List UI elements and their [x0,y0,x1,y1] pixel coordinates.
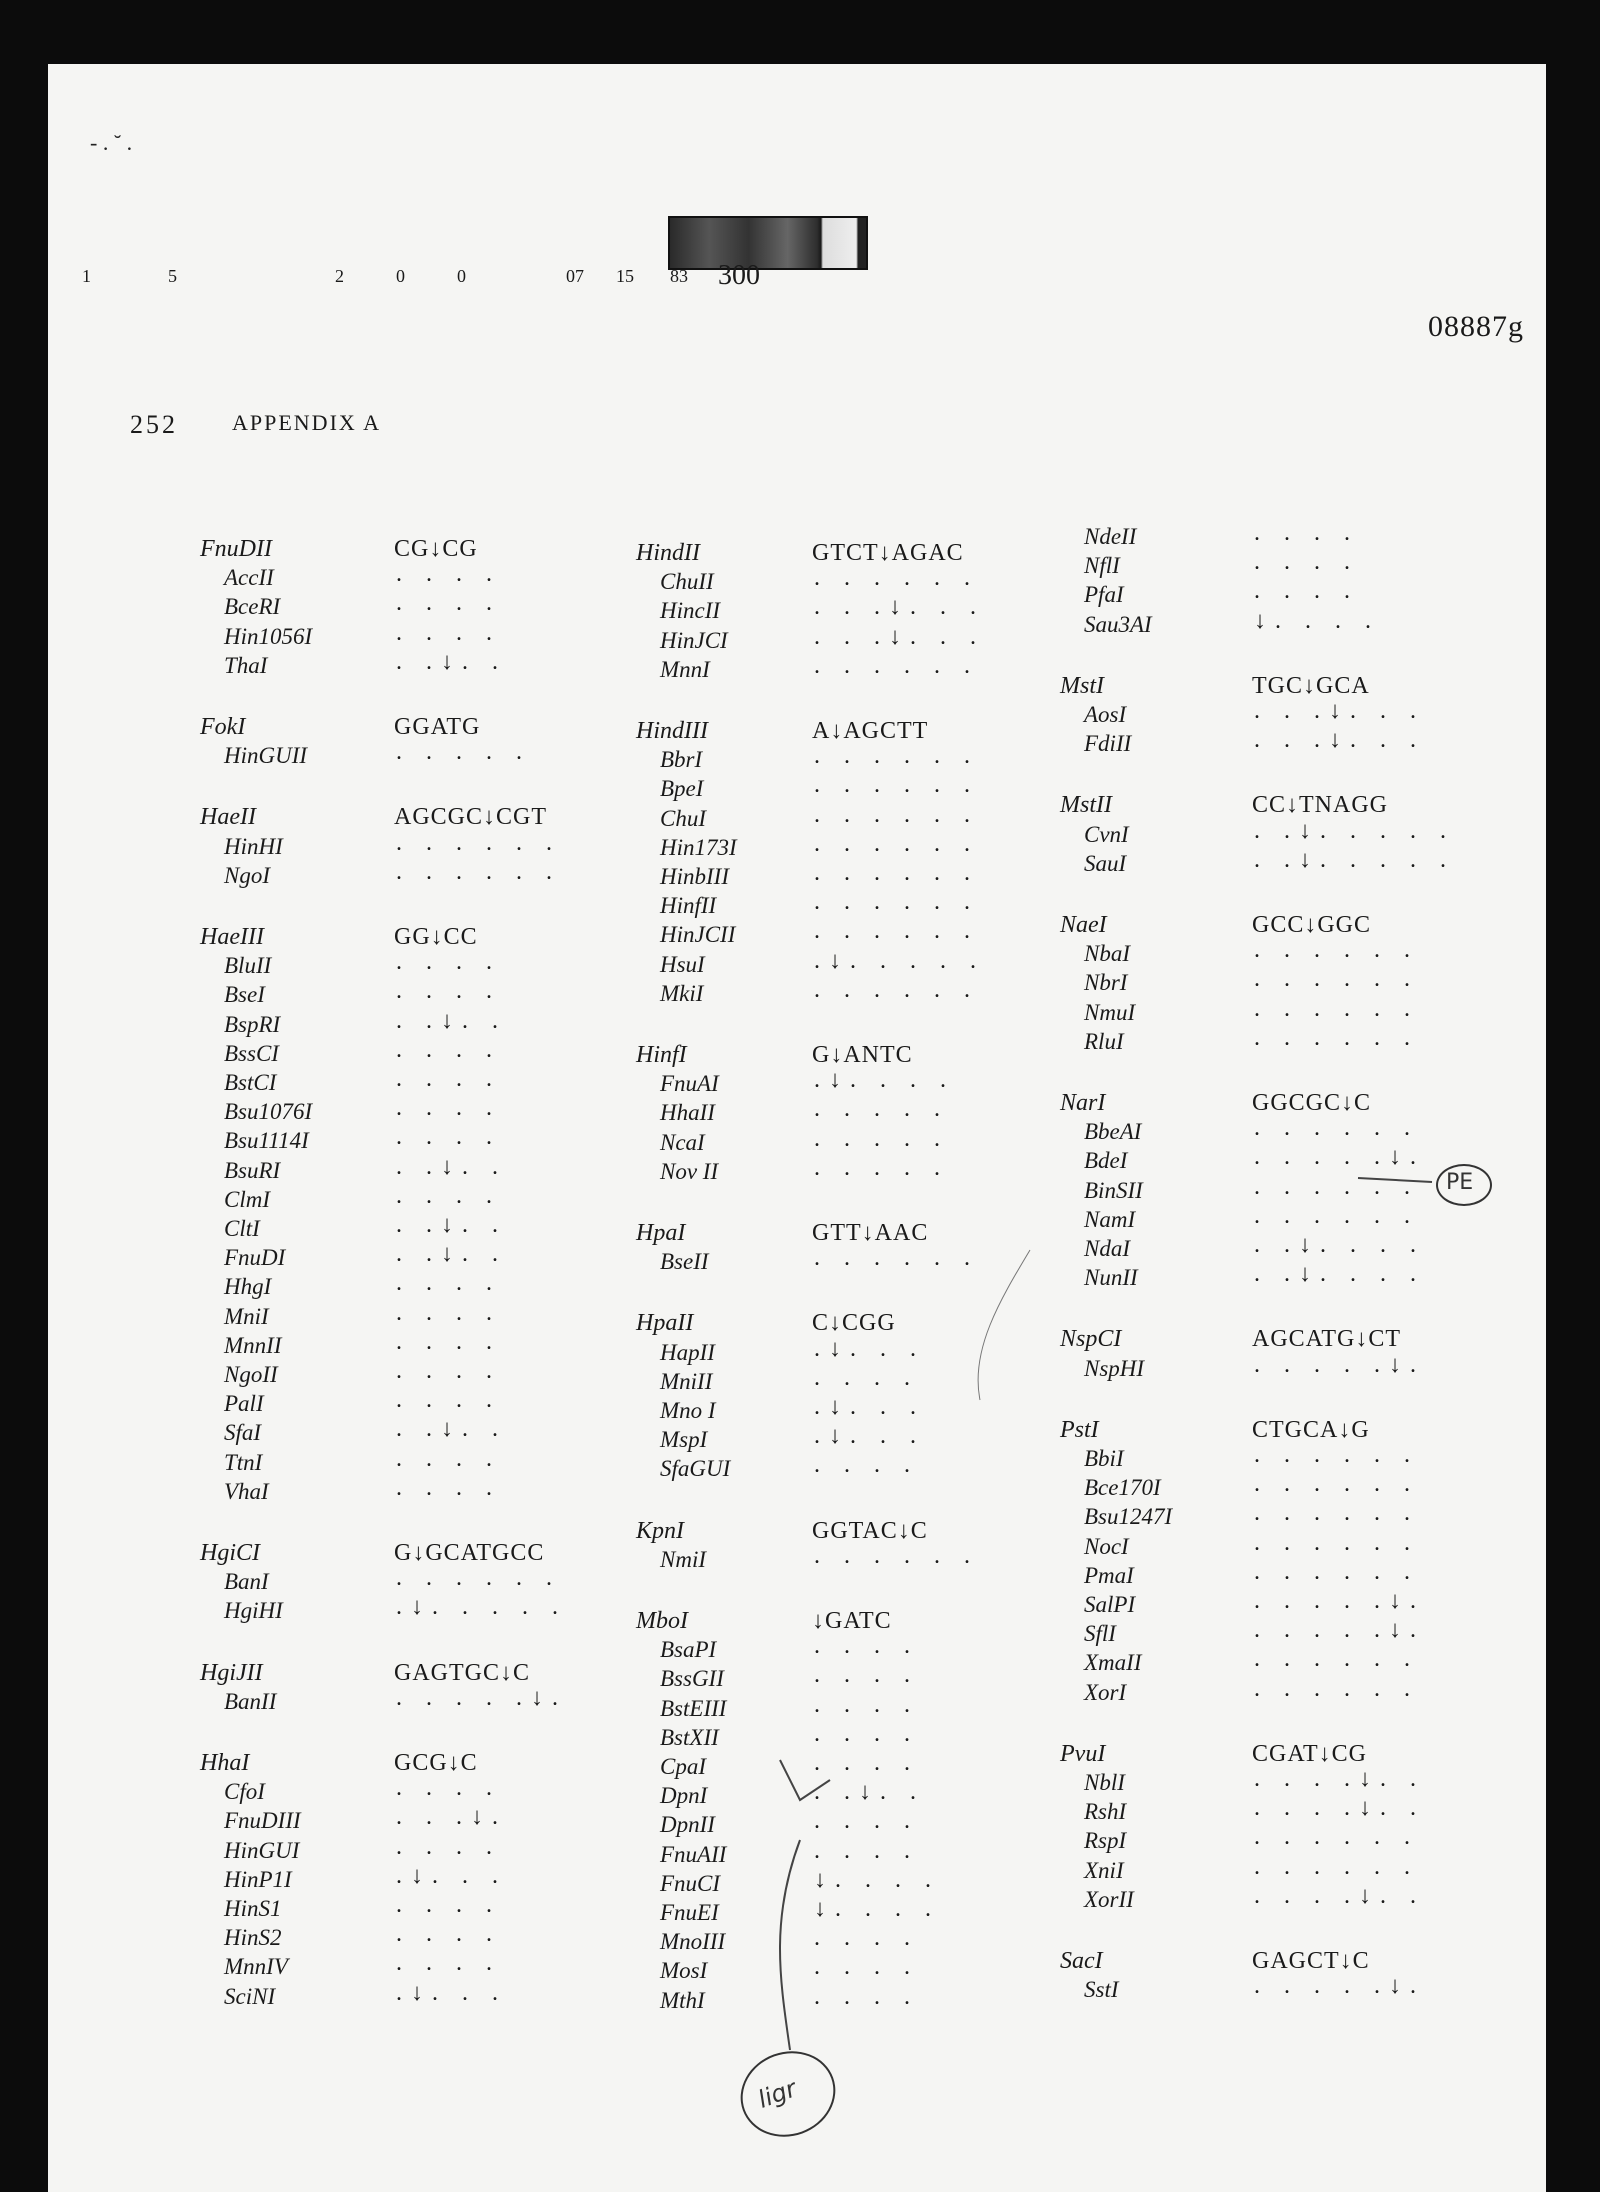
enzyme-name: HaeII [200,804,256,831]
isoschizomer-name: Bsu1076I [224,1099,313,1125]
isoschizomer-name: BanI [224,1569,269,1595]
site-dots: . . . . .↓. [1254,1973,1425,2000]
site-dots: . . . . [396,1270,501,1297]
isoschizomer-name: HinfII [660,893,717,919]
isoschizomer-name: BseII [660,1249,709,1275]
site-dots: . . . . [396,1921,501,1948]
isoschizomer-name: HinJCI [660,627,728,653]
isoschizomer-name: HapII [660,1339,715,1365]
isoschizomer-name: SfaGUI [660,1456,731,1482]
isoschizomer-name: NbaI [1084,941,1130,967]
isoschizomer-name: HhaII [660,1100,715,1126]
recognition-site: GGCGC↓C [1252,1090,1372,1116]
scan-number: 07 [566,266,584,286]
isoschizomer-name: BceRI [224,594,281,620]
site-dots: ↓. . . . [814,1896,940,1922]
site-dots: . . . . . . [814,918,979,945]
isoschizomer-name: HinHI [224,833,283,859]
top-marks: - . ˘ . [90,130,133,155]
site-dots: . . . . [814,1837,919,1864]
isoschizomer-name: HinP1I [224,1866,292,1892]
site-dots: . . . . . . [814,652,979,679]
recognition-site: C↓CGG [812,1310,896,1337]
isoschizomer-name: FnuEI [660,1900,719,1925]
site-dots: . . . . . . [814,565,979,592]
recognition-site: AGCATG↓CT [1252,1326,1402,1353]
page-number: 252 [130,410,178,439]
isoschizomer-name: BsuRI [224,1157,281,1183]
site-dots: . . . . .↓. [1254,1144,1425,1171]
recognition-site: A↓AGCTT [812,718,929,744]
site-dots: . . . . . [396,739,531,766]
isoschizomer-name: MnoIII [660,1929,726,1955]
site-dots: . .↓. . [814,1779,925,1806]
site-dots: . . . . [396,1036,501,1063]
isoschizomer-name: Mno I [660,1398,716,1423]
site-dots: . . . . . . [814,830,979,857]
site-dots: . . . . [814,1925,919,1952]
isoschizomer-name: BpeI [660,776,704,802]
recognition-site: CGAT↓CG [1252,1740,1368,1767]
enzyme-name: HgiJII [200,1659,263,1686]
site-dots: . . . . . . [814,1542,979,1569]
site-dots: . . . . . [814,1125,949,1152]
isoschizomer-name: ClmI [224,1186,270,1212]
enzyme-name: HpaII [636,1310,694,1337]
site-dots: . .↓. . [396,648,507,675]
site-dots: . . . . . . [814,976,979,1003]
site-dots: .↓. . . [814,1335,925,1362]
site-dots: . . . . [396,1095,501,1122]
site-dots: ↓. . . . [1254,607,1380,634]
site-dots: . . .↓. [396,1804,507,1831]
site-dots: . . . . . . [814,1245,979,1272]
site-dots: . . . . . . [396,1565,561,1592]
site-dots: . . . . [396,1950,501,1977]
recognition-site: AGCGC↓CGT [394,804,548,831]
site-dots: . . . . .↓. [1254,1617,1425,1644]
isoschizomer-name: BstCI [224,1070,277,1095]
isoschizomer-name: BinSII [1084,1177,1143,1203]
enzyme-name: HinfI [636,1042,687,1068]
scan-number: 300 [718,260,760,291]
isoschizomer-name: NcaI [660,1129,705,1155]
isoschizomer-name: PalI [224,1391,264,1417]
site-dots: . . . . . [814,1096,949,1123]
isoschizomer-name: MkiI [660,980,704,1006]
site-dots: . . . . . . [814,743,979,770]
isoschizomer-name: SciNI [224,1983,276,2009]
site-dots: .↓. . . [814,1394,925,1420]
enzyme-name: HindIII [636,718,708,744]
site-dots: . . . . [814,1954,919,1981]
site-dots: . . . . . . [1254,1442,1419,1468]
site-dots: . . . . [814,1662,919,1689]
page-header: APPENDIX A [232,410,381,435]
isoschizomer-name: NocI [1084,1533,1129,1559]
site-dots: . .↓. . [396,1007,507,1034]
enzyme-name: HhaI [200,1750,250,1776]
site-dots: . . . . [814,1983,919,2010]
site-dots: . . . . [1254,578,1359,605]
isoschizomer-name: FdiII [1084,731,1132,757]
recognition-site: GTT↓AAC [812,1220,929,1246]
recognition-site: G↓GCATGCC [394,1540,545,1566]
isoschizomer-name: Bsu1114I [224,1128,309,1154]
enzyme-name: NspCI [1060,1326,1122,1353]
site-dots: . . . . [396,1387,501,1414]
recognition-site: CC↓TNAGG [1252,792,1389,819]
isoschizomer-name: BluII [224,953,272,979]
scan-number: 2 [335,266,344,286]
site-dots: .↓. . . [396,1979,507,2006]
scan-number: 83 [670,266,688,286]
enzyme-name: PvuI [1060,1740,1106,1767]
site-dots: . . . . . . [396,829,561,856]
site-dots: . . . . . . [1254,1558,1419,1585]
isoschizomer-name: Nov II [660,1158,719,1184]
scan-number: 0 [457,266,466,286]
site-dots: . . . . [396,949,501,976]
isoschizomer-name: XorII [1084,1886,1134,1912]
enzyme-name: HpaI [636,1220,686,1246]
recognition-site: TGC↓GCA [1252,672,1370,699]
site-dots: . . . . .↓. [396,1684,567,1711]
recognition-site: GG↓CC [394,924,478,950]
recognition-site: GAGCT↓C [1252,1948,1370,1974]
isoschizomer-name: MniII [660,1368,713,1394]
isoschizomer-name: HinbIII [660,864,729,889]
site-dots: .↓. . . [814,1423,925,1450]
isoschizomer-name: MnnII [224,1332,282,1358]
recognition-site: GTCT↓AGAC [812,540,964,566]
isoschizomer-name: BssCI [224,1040,279,1066]
scan-number: 0 [396,266,405,286]
site-dots: . . . . [396,1445,501,1472]
isoschizomer-name: NspHI [1084,1355,1145,1381]
site-dots: . . . . [396,1182,501,1209]
isoschizomer-name: FnuDIII [224,1808,301,1834]
isoschizomer-name: BanII [224,1688,277,1714]
document-id: 08887g [1428,310,1524,343]
site-dots: . .↓. . [396,1241,507,1268]
site-dots: .↓. . . . [814,1067,955,1094]
site-dots: . .↓. . . . [1254,1261,1425,1288]
handwritten-note-bottom: ligr [754,2074,801,2114]
isoschizomer-name: XorI [1084,1679,1127,1705]
isoschizomer-name: MniI [224,1303,269,1329]
isoschizomer-name: XniI [1084,1857,1124,1883]
site-dots: . . . . [814,1691,919,1718]
enzyme-name: KpnI [636,1517,684,1544]
enzyme-name: MboI [636,1608,688,1634]
site-dots: . . . . [814,1633,919,1660]
isoschizomer-name: NmiI [660,1546,706,1572]
site-dots: . .↓. . . . [1254,1232,1425,1258]
site-dots: . . . . [396,1124,501,1151]
site-dots: . . . . [396,1474,501,1501]
site-dots: . . . . [814,1750,919,1776]
isoschizomer-name: SflI [1084,1621,1116,1647]
recognition-site: ↓GATC [812,1608,892,1634]
isoschizomer-name: BbiI [1084,1446,1124,1471]
isoschizomer-name: NblI [1084,1770,1125,1795]
site-dots: . .↓. . [396,1153,507,1180]
isoschizomer-name: ThaI [224,652,268,678]
isoschizomer-name: HinS1 [224,1896,282,1921]
isoschizomer-name: NgoII [224,1362,278,1387]
isoschizomer-name: PfaI [1084,582,1124,608]
site-dots: . .↓. . . . . [1254,817,1455,844]
isoschizomer-name: SfaI [224,1420,262,1446]
isoschizomer-name: HsuI [660,951,705,977]
isoschizomer-name: BdeI [1084,1148,1128,1174]
isoschizomer-name: BsaPI [660,1637,717,1663]
site-dots: . . . . . . [1254,995,1419,1022]
enzyme-name: HgiCI [200,1540,260,1566]
isoschizomer-name: BstXII [660,1724,719,1750]
isoschizomer-name: HincII [660,598,721,624]
site-dots: . . . . . . [1254,937,1419,964]
site-dots: . . . . . . [814,860,979,886]
recognition-site: GGTAC↓C [812,1517,928,1544]
enzyme-name: MstII [1060,792,1112,819]
site-dots: . . . . . . [1254,1202,1419,1229]
isoschizomer-name: MnnI [660,656,710,682]
site-dots: . . . . [814,1364,919,1391]
isoschizomer-name: BstEIII [660,1695,727,1721]
isoschizomer-name: VhaI [224,1478,269,1504]
isoschizomer-name: RshI [1084,1799,1127,1825]
site-dots: . . . . [396,1358,501,1384]
enzyme-name: FokI [200,714,246,740]
recognition-site: GCC↓GGC [1252,912,1372,938]
isoschizomer-name: NgoI [224,862,270,888]
site-dots: . . . .↓. . [1254,1766,1425,1792]
isoschizomer-name: SstI [1084,1977,1119,2003]
isoschizomer-name: MosI [660,1958,708,1984]
site-dots: . . . . . . [1254,1173,1419,1200]
recognition-site: GCG↓C [394,1750,478,1776]
isoschizomer-name: Bsu1247I [1084,1504,1173,1530]
isoschizomer-name: NflI [1084,553,1120,579]
isoschizomer-name: NdaI [1084,1236,1130,1261]
site-dots: . . . . [396,1775,501,1802]
site-dots: .↓. . . . . [396,1594,567,1621]
site-dots: . . . . [396,561,501,588]
recognition-site: GAGTGC↓C [394,1659,531,1686]
site-dots: . . . .↓. . [1254,1882,1425,1909]
isoschizomer-name: Hin1056I [224,623,313,649]
handwritten-note-pe: PE [1446,1170,1474,1195]
site-dots: . . . . . [814,1154,949,1181]
isoschizomer-name: CfoI [224,1779,265,1805]
isoschizomer-name: Sau3AI [1084,611,1152,637]
site-dots: . . .↓. . . [1254,727,1425,754]
isoschizomer-name: FnuAI [660,1071,719,1097]
site-dots: . . . . [396,1833,501,1860]
isoschizomer-name: BseI [224,982,265,1008]
site-dots: . . . . . . [814,801,979,828]
site-dots: . . . . . . [1254,1646,1419,1673]
enzyme-name: HindII [636,540,700,566]
site-dots: . . . . . . [1254,1675,1419,1702]
isoschizomer-name: HinGUI [224,1837,300,1863]
site-dots: . . . . [814,1452,919,1479]
isoschizomer-name: ChuII [660,569,714,595]
isoschizomer-name: DpnII [660,1812,715,1838]
site-dots: . . . .↓. . [1254,1795,1425,1822]
site-dots: . . . . . . [1254,1529,1419,1556]
isoschizomer-name: Hin173I [660,834,737,860]
site-dots: . . . . . . [1254,1024,1419,1051]
site-dots: . . . . .↓. [1254,1351,1425,1378]
site-dots: . . . . [1254,549,1359,576]
isoschizomer-name: TtnI [224,1449,263,1475]
site-dots: . . . . [396,978,501,1005]
site-dots: . . . . [396,1892,501,1918]
site-dots: . .↓. . . . . [1254,846,1455,873]
recognition-site: CG↓CG [394,536,478,562]
isoschizomer-name: AosI [1084,702,1127,727]
isoschizomer-name: MnnIV [224,1954,288,1980]
site-dots: .↓. . . [396,1862,507,1889]
scan-number: 1 [82,266,91,286]
isoschizomer-name: ChuI [660,805,706,831]
isoschizomer-name: CpaI [660,1754,706,1779]
enzyme-name: PstI [1060,1416,1099,1443]
recognition-site: GGATG [394,714,481,740]
site-dots: . . . . . . [814,772,979,799]
isoschizomer-name: BssGII [660,1666,724,1692]
scan-number: 15 [616,266,634,286]
enzyme-name: MstI [1060,672,1104,699]
isoschizomer-name: NamI [1084,1206,1136,1232]
site-dots: . . . . [814,1808,919,1835]
isoschizomer-name: NunII [1084,1265,1138,1291]
site-dots: . . . . [814,1720,919,1747]
isoschizomer-name: HinS2 [224,1925,282,1951]
isoschizomer-name: MspI [660,1427,708,1453]
recognition-site: CTGCA↓G [1252,1416,1370,1443]
isoschizomer-name: HhgI [224,1274,272,1300]
isoschizomer-name: CltI [224,1216,260,1241]
isoschizomer-name: HinJCII [660,922,736,948]
site-dots: . . . . . . [1254,1824,1419,1851]
site-dots: . . . . . . [1254,1471,1419,1498]
isoschizomer-name: NmuI [1084,999,1136,1025]
enzyme-name: HaeIII [200,924,264,950]
site-dots: . . . . . . [396,858,561,885]
isoschizomer-name: MthI [660,1987,705,2013]
site-dots: . .↓. . [396,1212,507,1238]
site-dots: . . .↓. . . [814,623,985,650]
isoschizomer-name: DpnI [660,1783,708,1809]
enzyme-name: NarI [1060,1090,1106,1116]
scan-number: 5 [168,266,177,286]
site-dots: . . . . .↓. [1254,1588,1425,1614]
isoschizomer-name: XmaII [1084,1650,1142,1676]
site-dots: . . . . [396,1066,501,1092]
isoschizomer-name: SalPI [1084,1592,1136,1617]
site-dots: . . . . . . [814,889,979,916]
site-dots: . . . . [396,1328,501,1355]
isoschizomer-name: Bce170I [1084,1475,1161,1501]
isoschizomer-name: NbrI [1084,970,1128,996]
enzyme-name: NaeI [1060,912,1107,938]
isoschizomer-name: BbeAI [1084,1119,1142,1145]
site-dots: . . . . [1254,520,1359,546]
site-dots: . . . . . . [1254,966,1419,993]
site-dots: . . . . [396,1299,501,1326]
site-dots: . . . . . . [1254,1853,1419,1880]
isoschizomer-name: RluI [1084,1028,1124,1054]
site-dots: . .↓. . [396,1416,507,1443]
isoschizomer-name: RspI [1084,1828,1127,1854]
site-dots: . . . . . . [1254,1115,1419,1142]
recognition-site: G↓ANTC [812,1042,913,1068]
isoschizomer-name: FnuCI [660,1870,721,1896]
site-dots: . . .↓. . . [814,594,985,621]
site-dots: .↓. . . . . [814,947,985,974]
isoschizomer-name: PmaI [1084,1562,1134,1588]
isoschizomer-name: BspRI [224,1011,281,1037]
site-dots: . . . . [396,619,501,646]
site-dots: . . . . [396,590,501,617]
isoschizomer-name: SauI [1084,850,1127,876]
enzyme-name: FnuDII [200,536,272,562]
isoschizomer-name: HgiHI [224,1598,283,1624]
isoschizomer-name: AccII [224,565,274,591]
site-dots: . . . . . . [1254,1500,1419,1527]
enzyme-name: SacI [1060,1948,1103,1974]
site-dots: . . .↓. . . [1254,698,1425,724]
isoschizomer-name: BbrI [660,747,703,773]
isoschizomer-name: HinGUII [224,743,308,769]
isoschizomer-name: FnuAII [660,1841,727,1867]
site-dots: ↓. . . . [814,1866,940,1893]
isoschizomer-name: CvnI [1084,821,1129,847]
isoschizomer-name: FnuDI [224,1245,286,1271]
isoschizomer-name: NdeII [1084,524,1137,549]
